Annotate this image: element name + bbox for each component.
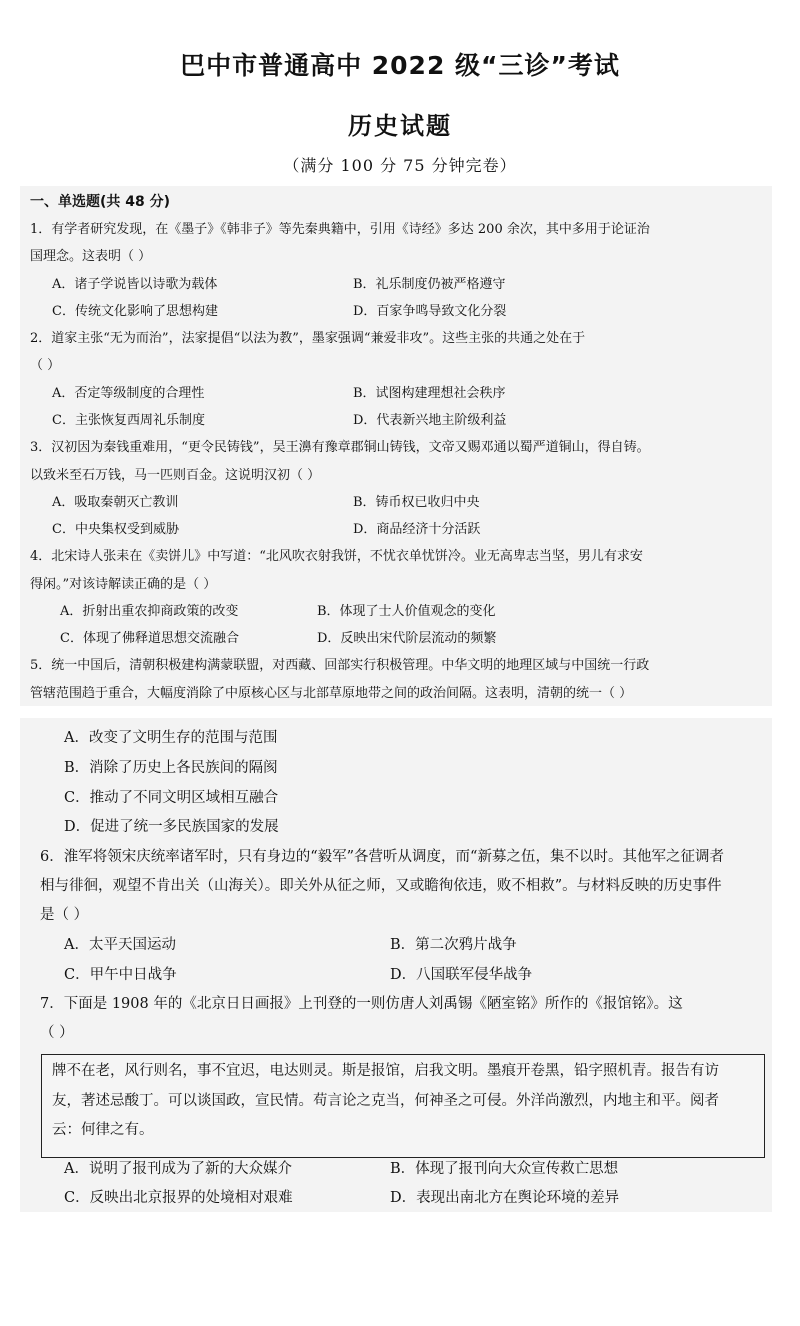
option-a: A．诸子学说皆以诗歌为载体 bbox=[52, 277, 218, 292]
option-d: D．商品经济十分活跃 bbox=[353, 522, 481, 537]
question-stem: 6．淮军将领宋庆统率诸军时，只有身边的“毅军”各营听从调度，而“新募之伍，集不以时。其他军之征调者 bbox=[40, 849, 724, 865]
question-stem: 1．有学者研究发现，在《墨子》《韩非子》等先秦典籍中，引用《诗经》多达 200 余次，其中多用于论证治 bbox=[30, 222, 650, 237]
option-a: A．否定等级制度的合理性 bbox=[52, 386, 205, 401]
option-c: C．甲午中日战争 bbox=[64, 967, 177, 983]
option-b: B．铸币权已收归中央 bbox=[353, 495, 480, 510]
question-stem: 管辖范围趋于重合，大幅度消除了中原核心区与北部草原地带之间的政治间隔。这表明，清朝的统一（ ） bbox=[30, 686, 633, 701]
exam-title: 巴中市普通高中 2022 级“三诊”考试 bbox=[180, 51, 620, 80]
option-b: B．试图构建理想社会秩序 bbox=[353, 386, 506, 401]
question-stem: 相与徘徊，观望不肯出关（山海关）。即关外从征之师，又或瞻徇依违，败不相救”。与材料反映的历史事件 bbox=[40, 878, 722, 894]
option-c: C．中央集权受到威胁 bbox=[52, 522, 179, 537]
option-d: D．八国联军侵华战争 bbox=[390, 967, 533, 983]
question-stem: 得闲。”对该诗解读正确的是（ ） bbox=[30, 577, 217, 592]
option-c: C．反映出北京报界的处境相对艰难 bbox=[64, 1190, 293, 1206]
subject-title: 历史试题 bbox=[348, 112, 452, 140]
option-c: C．推动了不同文明区域相互融合 bbox=[64, 790, 279, 806]
question-stem: 4．北宋诗人张耒在《卖饼儿》中写道：“北风吹衣射我饼，不忧衣单忧饼冷。业无高卑志当坚，男儿有求安 bbox=[30, 549, 643, 564]
option-b: B．第二次鸦片战争 bbox=[390, 937, 517, 953]
option-b: B．礼乐制度仍被严格遵守 bbox=[353, 277, 506, 292]
option-a: A．折射出重农抑商政策的改变 bbox=[60, 604, 239, 619]
option-a: A．吸取秦朝灭亡教训 bbox=[52, 495, 179, 510]
question-stem: （ ） bbox=[30, 358, 61, 373]
section-heading: 一、单选题(共 48 分) bbox=[30, 194, 171, 210]
option-d: D．表现出南北方在舆论环境的差异 bbox=[390, 1190, 620, 1206]
option-a: A．说明了报刊成为了新的大众媒介 bbox=[64, 1161, 292, 1177]
question-stem: 5．统一中国后，清朝积极建构满蒙联盟，对西藏、回部实行积极管理。中华文明的地理区域与中国统一行政 bbox=[30, 658, 650, 673]
option-b: B．体现了报刊向大众宣传救亡思想 bbox=[390, 1161, 619, 1177]
material-box bbox=[41, 1054, 765, 1158]
question-stem: 3．汉初因为秦钱重难用，“更令民铸钱”，吴王濞有豫章郡铜山铸钱，文帝又赐邓通以蜀严道铜山，得自铸。 bbox=[30, 440, 650, 455]
exam-note: （满分 100 分 75 分钟完卷） bbox=[283, 156, 517, 175]
material-line: 牌不在老，风行则名，事不宜迟，电达则灵。斯是报馆，启我文明。墨痕开卷黑，铅字照机青。报告有访 bbox=[52, 1063, 719, 1079]
option-c: C．主张恢复西周礼乐制度 bbox=[52, 413, 205, 428]
question-stem: 是（ ） bbox=[40, 907, 89, 923]
option-b: B．体现了士人价值观念的变化 bbox=[317, 604, 496, 619]
option-d: D．反映出宋代阶层流动的频繁 bbox=[317, 631, 497, 646]
option-d: D．代表新兴地主阶级利益 bbox=[353, 413, 507, 428]
question-stem: （ ） bbox=[40, 1025, 74, 1041]
question-stem: 2．道家主张“无为而治”，法家提倡“以法为教”，墨家强调“兼爱非攻”。这些主张的共通之处在于 bbox=[30, 331, 586, 346]
material-line: 友，著述忌酸丁。可以谈国政，宣民情。苟言论之克当，何神圣之可侵。外洋尚激烈，内地主和平。阅者 bbox=[52, 1093, 719, 1109]
question-stem: 7．下面是 1908 年的《北京日日画报》上刊登的一则仿唐人刘禹锡《陋室铭》所作的《报馆铭》。这 bbox=[40, 996, 683, 1012]
material-line: 云：何律之有。 bbox=[52, 1122, 154, 1138]
question-stem: 国理念。这表明（ ） bbox=[30, 249, 152, 264]
option-c: C．传统文化影响了思想构建 bbox=[52, 304, 218, 319]
option-a: A．太平天国运动 bbox=[64, 937, 176, 953]
option-a: A．改变了文明生存的范围与范围 bbox=[64, 730, 278, 746]
option-d: D．促进了统一多民族国家的发展 bbox=[64, 819, 279, 835]
question-stem: 以致米至石万钱，马一匹则百金。这说明汉初（ ） bbox=[30, 468, 321, 483]
option-c: C．体现了佛释道思想交流融合 bbox=[60, 631, 239, 646]
option-d: D．百家争鸣导致文化分裂 bbox=[353, 304, 507, 319]
option-b: B．消除了历史上各民族间的隔阂 bbox=[64, 760, 278, 776]
